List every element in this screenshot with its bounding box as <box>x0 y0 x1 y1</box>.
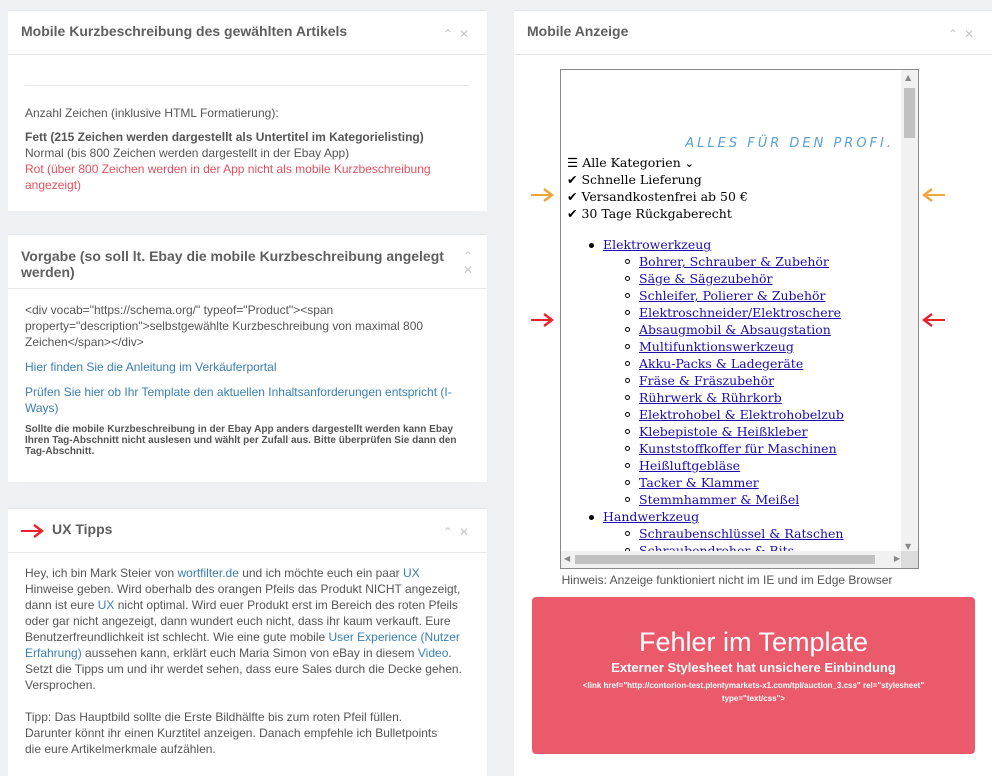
bullet-icon <box>625 310 630 315</box>
panel-controls <box>443 27 475 41</box>
text: Hey, ich bin Mark Steier von <box>25 566 178 580</box>
feature-all-categories[interactable] <box>567 154 694 172</box>
orange-arrow-left-icon <box>919 188 945 202</box>
subcategory-item[interactable] <box>567 355 844 372</box>
bullet-icon <box>625 446 630 451</box>
subcategory-item[interactable] <box>567 406 844 423</box>
subcategory-item[interactable] <box>567 491 844 508</box>
panel-title: Mobile Kurzbeschreibung des gewählten Artikels <box>21 23 348 39</box>
scroll-corner <box>901 551 918 568</box>
panel-controls <box>948 27 980 41</box>
panel-header <box>514 11 992 55</box>
category-link[interactable]: Absaugmobil & Absaugstation <box>639 322 831 337</box>
category-item[interactable] <box>567 236 844 253</box>
close-icon[interactable]: ✕ <box>462 263 474 277</box>
ux-tip: Tipp: Das Hauptbild sollte die Erste Bildhälfte bis zum roten Pfeil füllen. Darunter könnt ihr einen Kurztitel anzeigen. Danach empfehle ich Bulletpoints die eure Artikelmerkmale aufzählen. <box>25 710 438 756</box>
subcategory-item[interactable] <box>567 304 844 321</box>
category-link[interactable]: Bohrer, Schrauber & Zubehör <box>639 254 829 269</box>
feature-item <box>567 188 748 205</box>
bullet-icon <box>625 531 630 536</box>
legend-red: Rot (über 800 Zeichen werden in der App nicht als mobile Kurzbeschreibung angezeigt) <box>25 162 431 192</box>
red-arrow-icon <box>21 524 47 538</box>
bullet-icon <box>625 412 630 417</box>
code-snippet: <div vocab="https://schema.org/" typeof="Product"><span property="description">selbstgewählte Kurzbeschreibung von maximal 800 Zeichen</span></div> <box>25 303 424 349</box>
scroll-thumb[interactable] <box>575 555 875 564</box>
panel-title: UX Tipps <box>52 521 113 537</box>
red-arrow-right-icon <box>531 313 557 327</box>
wortfilter-link[interactable]: wortfilter.de <box>177 566 239 580</box>
panel-header <box>8 11 487 55</box>
error-subtitle: Externer Stylesheet hat unsichere Einbindung <box>611 660 896 675</box>
subcategory-item[interactable] <box>567 457 844 474</box>
bullet-icon <box>625 327 630 332</box>
subcategory-item[interactable] <box>567 253 844 270</box>
text: Hinweise geben. Wird oberhalb des orangen Pfeils das Produkt NICHT angezeigt, dann ist eure <box>25 582 461 612</box>
close-icon[interactable]: ✕ <box>458 525 475 539</box>
panel-mobile-preview <box>514 10 992 776</box>
chevron-up-icon[interactable]: ⌃ <box>462 249 474 263</box>
panel-title: Vorgabe (so soll lt. Ebay die mobile Kurzbeschreibung angelegt werden) <box>21 248 444 280</box>
template-check-link[interactable]: Prüfen Sie hier ob Ihr Template den aktuellen Inhaltsanforderungen entspricht (I-Ways) <box>25 385 452 415</box>
chevron-up-icon[interactable]: ⌃ <box>442 27 459 41</box>
error-title: Fehler im Template <box>638 627 869 657</box>
category-link[interactable]: Elektroschneider/Elektroschere <box>639 305 841 320</box>
category-link[interactable]: Elektrowerkzeug <box>603 237 712 252</box>
category-link[interactable]: Säge & Sägezubehör <box>639 271 773 286</box>
check-icon: ✔ <box>567 206 578 221</box>
panel-header <box>8 509 487 553</box>
ux-link[interactable]: UX <box>402 566 420 580</box>
ebay-note: Sollte die mobile Kurzbeschreibung in der Ebay App anders dargestellt werden kann Ebay Ihren Tag-Abschnitt nicht auslesen und wählt per Zufall aus. Bitte überprüfen Sie dann den Tag-Abschnitt. <box>25 424 457 457</box>
bullet-icon <box>625 480 630 485</box>
horizontal-scrollbar[interactable] <box>561 551 903 568</box>
browser-hint: Hinweis: Anzeige funktioniert nicht im IE und im Edge Browser <box>561 573 893 587</box>
char-count-label: Anzahl Zeichen (inklusive HTML Formatierung): <box>25 106 279 120</box>
category-item[interactable] <box>567 508 844 525</box>
bullet-icon <box>625 429 630 434</box>
bullet-icon <box>625 293 630 298</box>
bullet-icon <box>589 243 594 248</box>
video-link[interactable]: Video <box>417 646 449 660</box>
text: aussehen kann, erklärt euch Maria Simon von eBay in diesem <box>81 646 418 660</box>
category-link[interactable]: Handwerkzeug <box>603 509 700 524</box>
panel-ux-tips <box>8 508 487 776</box>
check-icon: ✔ <box>567 189 578 204</box>
subcategory-item[interactable] <box>567 525 844 542</box>
scroll-down-icon[interactable]: ▼ <box>905 542 912 551</box>
bullet-icon <box>625 361 630 366</box>
chevron-down-icon: ⌄ <box>684 157 694 170</box>
bullet-icon <box>625 276 630 281</box>
text: und ich möchte euch ein paar <box>238 566 403 580</box>
category-link[interactable]: Stemmhammer & Meißel <box>639 492 800 507</box>
bullet-icon <box>625 344 630 349</box>
check-icon: ✔ <box>567 172 578 187</box>
scroll-up-icon[interactable]: ▲ <box>905 73 912 82</box>
feature-item <box>567 205 732 222</box>
red-arrow-left-icon <box>919 313 945 327</box>
chevron-up-icon[interactable]: ⌃ <box>442 525 459 539</box>
panel-controls <box>461 249 475 277</box>
panel-title: Mobile Anzeige <box>527 23 629 39</box>
feature-label: Alle Kategorien <box>582 155 681 170</box>
category-link[interactable]: Tacker & Klammer <box>639 475 759 490</box>
category-link[interactable]: Kunststoffkoffer für Maschinen <box>639 441 837 456</box>
user-experience-link[interactable]: User Experience (Nutzer Erfahrung) <box>25 630 460 660</box>
panel-mobile-short-description <box>8 10 487 211</box>
category-list <box>567 236 844 559</box>
subcategory-item[interactable] <box>567 423 844 440</box>
vertical-scrollbar[interactable] <box>901 70 918 553</box>
subcategory-item[interactable] <box>567 287 844 304</box>
bullet-icon <box>625 395 630 400</box>
subcategory-item[interactable] <box>567 338 844 355</box>
tagline: ALLES FÜR DEN PROFI. <box>685 136 894 151</box>
category-link[interactable]: Fräse & Fräszubehör <box>639 373 775 388</box>
bullet-icon <box>625 463 630 468</box>
subcategory-item[interactable] <box>567 321 844 338</box>
mobile-preview-frame[interactable] <box>560 69 919 569</box>
bullet-icon <box>625 378 630 383</box>
category-nav <box>567 236 844 559</box>
scroll-right-icon[interactable]: ▶ <box>893 554 900 563</box>
divider <box>25 85 469 86</box>
subcategory-item[interactable] <box>567 474 844 491</box>
subcategory-item[interactable] <box>567 372 844 389</box>
ux-link[interactable]: UX <box>97 598 115 612</box>
category-link[interactable]: Rührwerk & Rührkorb <box>639 390 782 405</box>
subcategory-item[interactable] <box>567 389 844 406</box>
feature-label: 30 Tage Rückgaberecht <box>581 206 732 221</box>
subcategory-item[interactable] <box>567 270 844 287</box>
menu-icon: ☰ <box>567 155 579 170</box>
bullet-icon <box>589 515 594 520</box>
category-link[interactable]: Heißluftgebläse <box>639 458 741 473</box>
category-link[interactable]: Schraubenschlüssel & Ratschen <box>639 526 844 541</box>
text: nicht optimal. Wird euer Produkt erst im Bereich des roten Pfeils oder gar nicht angezeigt, dann wundert euch nicht, dass ihr kaum verkauft. Eure Benutzerfreundlichkeit ist schlecht. Wie eine gute mobile <box>25 598 458 644</box>
legend-bold: Fett (215 Zeichen werden dargestellt als Untertitel im Kategorielisting) <box>25 130 424 144</box>
chevron-up-icon[interactable]: ⌃ <box>947 27 964 41</box>
template-error-box <box>532 597 975 754</box>
bullet-icon <box>625 497 630 502</box>
category-link[interactable]: Akku-Packs & Ladegeräte <box>639 356 804 371</box>
error-detail: <link href="http://contorion-test.plentymarkets-x1.com/tpl/auction_3.css" rel="stylesheet" type="text/css"> <box>582 681 925 703</box>
close-icon[interactable]: ✕ <box>458 27 475 41</box>
feature-item <box>567 171 702 188</box>
bullet-icon <box>625 259 630 264</box>
panel-header <box>8 235 487 289</box>
panel-controls <box>443 525 475 539</box>
text: . Setzt die Tipps um und ihr werdet sehen, dass eure Sales durch die Decke gehen. Versprochen. <box>25 646 462 692</box>
scroll-thumb[interactable] <box>904 88 915 138</box>
legend-normal: Normal (bis 800 Zeichen werden dargestellt in der Ebay App) <box>25 146 350 160</box>
subcategory-item[interactable] <box>567 440 844 457</box>
scroll-left-icon[interactable]: ◀ <box>564 554 571 563</box>
feature-label: Versandkostenfrei ab 50 € <box>581 189 748 204</box>
category-link[interactable]: Elektrohobel & Elektrohobelzub <box>639 407 844 422</box>
feature-label: Schnelle Lieferung <box>581 172 702 187</box>
seller-portal-link[interactable]: Hier finden Sie die Anleitung im Verkäuferportal <box>25 360 277 374</box>
category-link[interactable]: Multifunktionswerkzeug <box>639 339 794 354</box>
category-link[interactable]: Klebepistole & Heißkleber <box>639 424 808 439</box>
category-link[interactable]: Schleifer, Polierer & Zubehör <box>639 288 826 303</box>
panel-ebay-spec <box>8 234 487 482</box>
close-icon[interactable]: ✕ <box>963 27 980 41</box>
ux-paragraph <box>25 565 465 693</box>
orange-arrow-right-icon <box>531 188 557 202</box>
